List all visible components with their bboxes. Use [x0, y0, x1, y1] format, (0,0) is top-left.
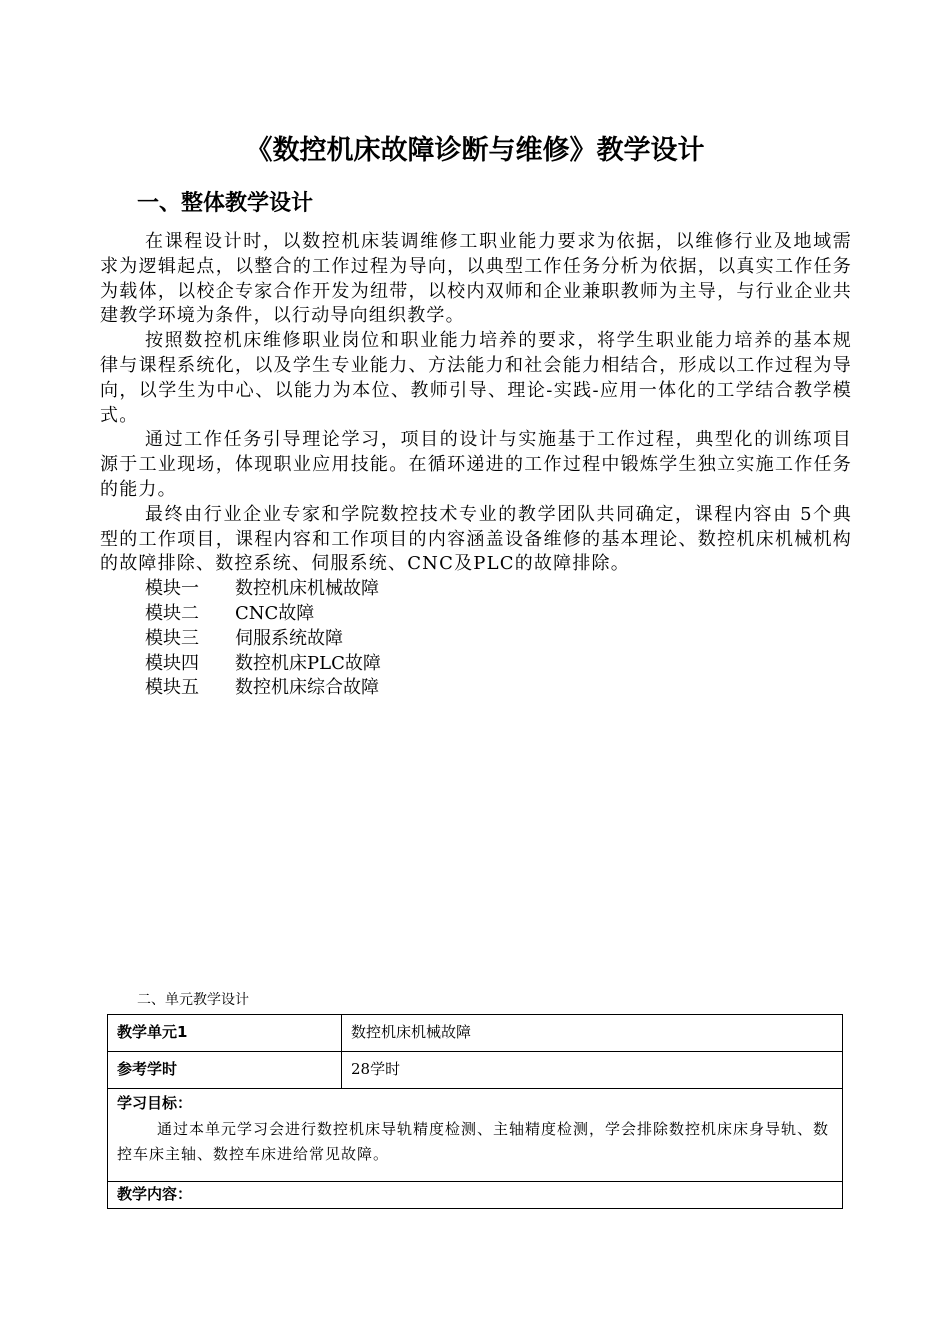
table-row — [108, 1015, 843, 1052]
paragraph-3: 通过工作任务引导理论学习，项目的设计与实施基于工作过程，典型化的训练项目源于工业现场，体现职业应用技能。在循环递进的工作过程中锻炼学生独立实施工作任务的能力。 — [100, 429, 852, 500]
module-name: 伺服系统故障 — [235, 627, 343, 649]
module-number: 模块四 — [145, 652, 199, 674]
hours-label-cell: 参考学时 — [108, 1052, 342, 1089]
unit-value-cell: 数控机床机械故障 — [342, 1015, 843, 1052]
unit-label-cell: 教学单元1 — [108, 1015, 342, 1052]
goals-text: 通过本单元学习会进行数控机床导轨精度检测、主轴精度检测，学会排除数控机床床身导轨、数控车床主轴、数控车床进给常见故障。 — [117, 1120, 830, 1163]
module-number: 模块三 — [145, 627, 199, 649]
table-row — [108, 1089, 843, 1182]
module-item — [100, 627, 852, 652]
module-name: 数控机床机械故障 — [235, 578, 379, 600]
content-cell — [108, 1182, 843, 1209]
paragraph-1: 在课程设计时，以数控机床装调维修工职业能力要求为依据，以维修行业及地域需求为逻辑起点，以整合的工作过程为导向，以典型工作任务分析为依据，以真实工作任务为载体，以校企专家合作开发为纽带，以校内双师和企业兼职教师为主导，与行业企业共建教学环境为条件，以行动导向组织教学。 — [100, 231, 852, 327]
content-heading: 教学内容： — [117, 1185, 193, 1203]
table-row — [108, 1052, 843, 1089]
module-item — [100, 602, 852, 627]
module-number: 模块一 — [145, 578, 199, 600]
module-item — [100, 652, 852, 677]
module-number: 模块五 — [145, 677, 199, 699]
module-list — [100, 577, 852, 701]
section-1-heading: 一、整体教学设计 — [137, 191, 314, 216]
module-name: 数控机床PLC故障 — [235, 652, 381, 674]
hours-value-cell: 28学时 — [342, 1052, 843, 1089]
paragraph-2: 按照数控机床维修职业岗位和职业能力培养的要求，将学生职业能力培养的基本规律与课程系统化，以及学生专业能力、方法能力和社会能力相结合，形成以工作过程为导向，以学生为中心、以能力为本位、教师引导、理论-实践-应用一体化的工学结合教学模式。 — [100, 330, 852, 426]
module-item — [100, 577, 852, 602]
unit-design-table — [107, 1014, 843, 1209]
goals-heading: 学习目标： — [117, 1094, 193, 1112]
table-row — [108, 1182, 843, 1209]
paragraph-4: 最终由行业企业专家和学院数控技术专业的教学团队共同确定，课程内容由 5个典型的工作项目，课程内容和工作项目的内容涵盖设备维修的基本理论、数控机床机械机构的故障排除、数控系统、伺服系统、CNC及PLC的故障排除。 — [100, 503, 852, 575]
module-item — [100, 676, 852, 701]
goals-cell — [108, 1089, 843, 1182]
section-1-body — [100, 230, 852, 701]
document-title: 《数控机床故障诊断与维修》教学设计 — [245, 135, 705, 166]
section-2-heading: 二、单元教学设计 — [137, 992, 249, 1008]
module-name: CNC故障 — [235, 602, 315, 624]
module-name: 数控机床综合故障 — [235, 677, 379, 699]
module-number: 模块二 — [145, 602, 199, 624]
